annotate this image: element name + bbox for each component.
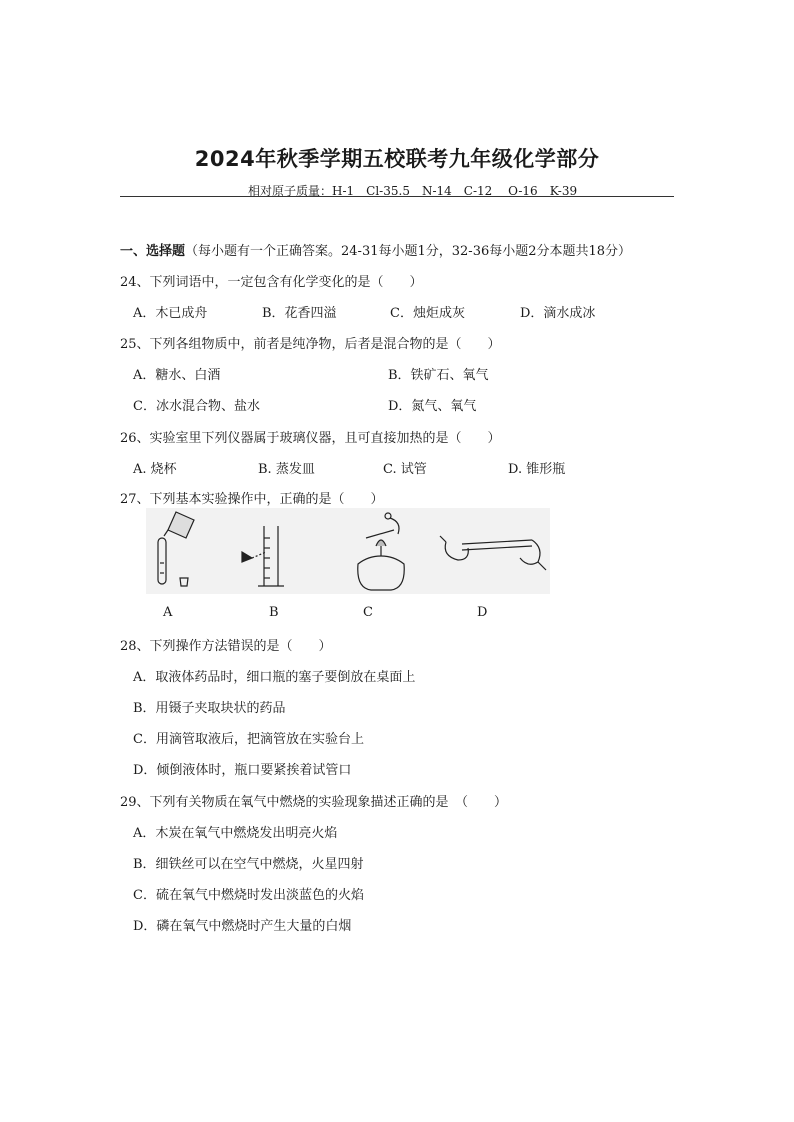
q25-option-a: A．糖水、白酒 (133, 368, 221, 383)
q27-label-d: D (477, 605, 488, 620)
question-29-stem: 29、下列有关物质在氧气中燃烧的实验现象描述正确的是 （ ） (120, 795, 508, 810)
q24-option-c: C．烛炬成灰 (390, 306, 465, 321)
q29-option-c: C．硫在氧气中燃烧时发出淡蓝色的火焰 (133, 888, 364, 903)
page-title: 2024年秋季学期五校联考九年级化学部分 (194, 147, 600, 171)
q25-option-c: C．冰水混合物、盐水 (133, 399, 260, 414)
q26-option-c: C. 试管 (383, 462, 427, 477)
section-note: （每小题有一个正确答案。24-31每小题1分，32-36每小题2分本题共18分） (185, 244, 632, 259)
question-28-stem: 28、下列操作方法错误的是（ ） (120, 639, 332, 654)
q28-option-c: C．用滴管取液后，把滴管放在实验台上 (133, 732, 364, 747)
q24-option-a: A．木已成舟 (133, 306, 208, 321)
section-heading (120, 240, 631, 259)
q28-option-a: A．取液体药品时，细口瓶的塞子要倒放在桌面上 (133, 670, 416, 685)
lab-operations-figure (146, 508, 550, 594)
q27-label-a: A (163, 605, 173, 620)
q24-option-b: B．花香四溢 (262, 306, 337, 321)
q26-option-a: A. 烧杯 (133, 462, 177, 477)
q28-option-d: D．倾倒液体时，瓶口要紧挨着试管口 (133, 763, 352, 778)
q27-label-c: C (363, 605, 373, 620)
q25-option-b: B．铁矿石、氧气 (388, 368, 489, 383)
question-26-stem: 26、实验室里下列仪器属于玻璃仪器，且可直接加热的是（ ） (120, 431, 501, 446)
q27-label-b: B (269, 605, 279, 620)
q29-option-a: A．木炭在氧气中燃烧发出明亮火焰 (133, 826, 338, 841)
q28-option-b: B．用镊子夹取块状的药品 (133, 701, 286, 716)
header-rule (120, 196, 674, 197)
q26-option-b: B. 蒸发皿 (258, 462, 315, 477)
q26-option-d: D. 锥形瓶 (508, 462, 566, 477)
q25-option-d: D．氮气、氧气 (388, 399, 477, 414)
q29-option-b: B．细铁丝可以在空气中燃烧，火星四射 (133, 857, 364, 872)
q29-option-d: D．磷在氧气中燃烧时产生大量的白烟 (133, 919, 352, 934)
atomic-masses: 相对原子质量：H-1 Cl-35.5 N-14 C-12 O-16 K-39 (248, 184, 578, 198)
q24-option-d: D．滴水成冰 (520, 306, 596, 321)
question-24-stem: 24、下列词语中，一定包含有化学变化的是（ ） (120, 275, 423, 290)
question-25-stem: 25、下列各组物质中，前者是纯净物，后者是混合物的是（ ） (120, 337, 501, 352)
question-27-stem: 27、下列基本实验操作中，正确的是（ ） (120, 492, 384, 507)
section-title: 一、选择题 (120, 244, 186, 259)
